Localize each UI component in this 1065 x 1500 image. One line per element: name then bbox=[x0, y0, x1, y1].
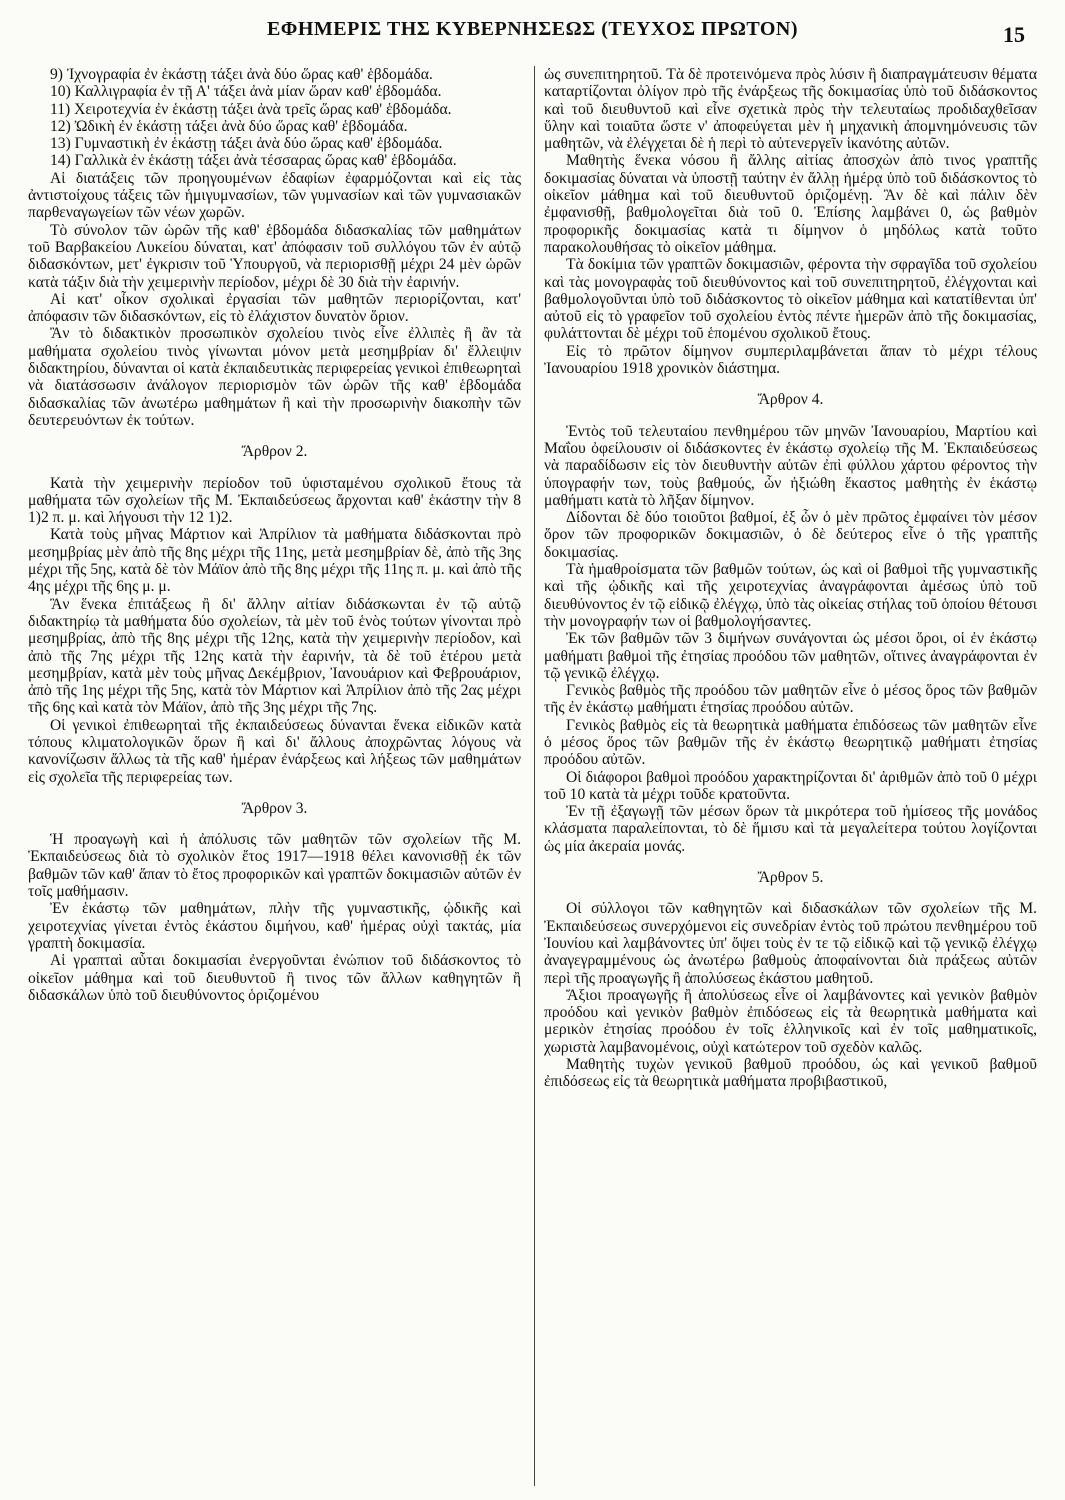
paragraph: Δίδονται δὲ δύο τοιοῦτοι βαθμοί, ἐξ ὧν ὁ μὲν πρῶτος ἐμφαίνει τὸν μέσον ὅρον τῶν προφορικῶν δοκιμασιῶν, ὁ δὲ δεύτερος εἶνε ὁ τῆς γραπτῆς δοκιμασίας. bbox=[544, 509, 1037, 561]
paragraph: Οἱ διάφοροι βαθμοὶ προόδου χαρακτηρίζονται δι' ἀριθμῶν ἀπὸ τοῦ 0 μέχρι τοῦ 10 κατὰ τὰ μέχρι τοῦδε κρατοῦντα. bbox=[544, 768, 1037, 803]
article-heading: Ἄρθρον 3. bbox=[241, 799, 308, 817]
right-column bbox=[544, 66, 1037, 1491]
paragraph: Ἡ προαγωγὴ καὶ ἡ ἀπόλυσις τῶν μαθητῶν τῶν σχολείων τῆς Μ. Ἐκπαιδεύσεως διὰ τὸ σχολικὸν ἔτος 1917—1918 θέλει κανονισθῇ ἐκ τῶν βαθμῶν τῶν καθ' ἅπαν τὸ ἔτος προφορικῶν καὶ γραπτῶν δοκιμασιῶν αὐτῶν ἐν τοῖς μαθήμασιν. bbox=[28, 831, 521, 901]
paragraph: Ἐντὸς τοῦ τελευταίου πενθημέρου τῶν μηνῶν Ἰανουαρίου, Μαρτίου καὶ Μαΐου ὀφείλουσιν οἱ διδάσκοντες ἐν ἑκάστῳ σχολείῳ τῆς Μ. Ἐκπαιδεύσεως νὰ παραδίδωσιν εἰς τὸν διευθυντὴν αὐτῶν ἐπὶ φύλλου χάρτου φέροντος τὴν ὑπογραφήν των, τοὺς βαθμούς, ὧν ἠξιώθη ἕκαστος μαθητὴς ἐν ἑκάστῳ μαθήματι κατὰ τὸ λῆξαν δίμηνον. bbox=[544, 422, 1037, 509]
paragraph: Αἱ κατ' οἶκον σχολικαὶ ἐργασίαι τῶν μαθητῶν περιορίζονται, κατ' ἀπόφασιν τῶν διδασκόντων, εἰς τὸ ἐλάχιστον δυνατὸν ὅριον. bbox=[28, 290, 521, 326]
paragraph: Μαθητὴς ἕνεκα νόσου ἢ ἄλλης αἰτίας ἀποσχὼν ἀπὸ τινος γραπτῆς δοκιμασίας δύναται νὰ ὑποστῇ ταύτην ἐν ἄλλῃ ἡμέρᾳ ὑπὸ τοῦ διδάσκοντος τὸ οἰκεῖον μάθημα καὶ τοῦ διευθυντοῦ ὁριζομένῃ. Ἂν δὲ καὶ πάλιν δὲν ἐμφανισθῇ, βαθμολογεῖται διὰ τοῦ 0. Ἐπίσης λαμβάνει 0, ὡς βαθμὸν προφορικῆς δοκιμασίας κατὰ τι δίμηνον ὁ μηδόλως κατὰ τοῦτο παρακολουθήσας τὸ οἰκεῖον μάθημα. bbox=[544, 152, 1037, 256]
list-item: 13) Γυμναστικὴ ἐν ἑκάστῃ τάξει ἀνὰ δύο ὥρας καθ' ἑβδομάδα. bbox=[50, 135, 443, 153]
paragraph: Γενικὸς βαθμὸς εἰς τὰ θεωρητικὰ μαθήματα ἐπιδόσεως τῶν μαθητῶν εἶνε ὁ μέσος ὅρος τῶν βαθμῶν τῆς ἐν ἑκάστῳ θεωρητικῷ μαθήματι ἐτησίας προόδου αὐτῶν. bbox=[544, 716, 1037, 769]
gazette-title: ΕΦΗΜΕΡΙΣ ΤΗΣ ΚΥΒΕΡΝΗΣΕΩΣ (ΤΕΥΧΟΣ ΠΡΩΤΟΝ) bbox=[266, 18, 799, 40]
page-header bbox=[40, 18, 1025, 52]
list-item: 11) Χειροτεχνία ἐν ἑκάστῃ τάξει ἀνὰ τρεῖς ὥρας καθ' ἑβδομάδα. bbox=[50, 100, 452, 118]
paragraph: Ἂν τὸ διδακτικὸν προσωπικὸν σχολείου τινὸς εἶνε ἐλλιπὲς ἢ ἂν τὰ μαθήματα σχολείου τινὸς γίνωνται μόνον μετὰ μεσημβρίαν δι' ἔλλειψιν διδακτηρίου, δύνανται οἱ κατὰ ἐκπαιδευτικὰς περιφερείας γενικοὶ ἐπιθεωρηταὶ νὰ διατάσσωσιν ἀνάλογον περιορισμὸν τῶν ὡρῶν τῆς καθ' ἑβδομάδα διδασκαλίας τῶν ἀνωτέρω μαθημάτων ἢ καὶ τὴν προσωρινὴν διακοπὴν τῶν δευτερευόντων ἐκ τούτων. bbox=[28, 325, 521, 429]
paragraph: Τὰ ἡμαθροίσματα τῶν βαθμῶν τούτων, ὡς καὶ οἱ βαθμοὶ τῆς γυμναστικῆς καὶ τῆς ᾠδικῆς καὶ τῆς χειροτεχνίας ἀναγράφονται ἀμέσως ὑπὸ τοῦ διευθύνοντος ἐν τῷ εἰδικῷ ἐλέγχῳ, ὑπὸ τὰς οἰκείας στήλας τοῦ ὁποίου θέτουσι τὴν μονογραφήν των οἱ βαθμολογήσαντες. bbox=[544, 561, 1037, 630]
paragraph: Ἐκ τῶν βαθμῶν τῶν 3 διμήνων συνάγονται ὡς μέσοι ὅροι, οἱ ἐν ἑκάστῳ μαθήματι βαθμοὶ τῆς ἐτησίας προόδου τῶν μαθητῶν, οἵτινες ἀναγράφονται ἐν τῷ γενικῷ ἐλέγχῳ. bbox=[544, 630, 1037, 682]
paragraph: Ἐν ἑκάστῳ τῶν μαθημάτων, πλὴν τῆς γυμναστικῆς, ᾠδικῆς καὶ χειροτεχνίας γίνεται ἐντὸς ἑκάστου διμήνου, καθ' ἡμέρας οὐχὶ τακτάς, μία γραπτὴ δοκιμασία. bbox=[28, 900, 521, 952]
article-heading: Ἄρθρον 4. bbox=[757, 391, 824, 409]
paragraph: Τὰ δοκίμια τῶν γραπτῶν δοκιμασιῶν, φέροντα τὴν σφραγῖδα τοῦ σχολείου καὶ τὰς μονογραφὰς τοῦ διευθύνοντος καὶ τοῦ συνεπιτηρητοῦ, ἐλέγχονται καὶ βαθμολογοῦνται ὑπὸ τοῦ διδάσκοντος τὸ οἰκεῖον μάθημα καὶ κατατίθενται ὑπ' αὐτοῦ εἰς τὸ γραφεῖον τοῦ σχολείου ἐντὸς πέντε ἡμερῶν ἀπὸ τῆς δοκιμασίας, φυλάττονται δὲ μέχρι τοῦ ἑπομένου σχολικοῦ ἔτους. bbox=[544, 256, 1037, 343]
left-column bbox=[28, 66, 521, 1491]
paragraph: Ἄξιοι προαγωγῆς ἢ ἀπολύσεως εἶνε οἱ λαμβάνοντες καὶ γενικὸν βαθμὸν προόδου καὶ γενικὸν βαθμὸν ἐπιδόσεως εἰς τὰ θεωρητικὰ μαθήματα καὶ μερικὸν ἐτησίας προόδου ἐν τοῖς ἑλληνικοῖς καὶ ἐν τοῖς μαθηματικοῖς, χωριστὰ λαμβανομένοις, οὐχὶ κατώτερον τοῦ σχεδὸν καλῶς. bbox=[544, 986, 1037, 1056]
paragraph: ὡς συνεπιτηρητοῦ. Τὰ δὲ προτεινόμενα πρὸς λύσιν ἢ διαπραγμάτευσιν θέματα καταρτίζονται ὀλίγον πρὸ τῆς ἐνάρξεως τῆς δοκιμασίας ὑπὸ τοῦ διδάσκοντος καὶ τοῦ διευθυντοῦ καὶ εἶνε σχετικὰ πρὸς τὴν τελευταίως προδιδαχθεῖσαν ὕλην καὶ τοιαῦτα ὥστε ν' ἀποφεύγεται μὲν ἡ μηχανικὴ ἀπομνημόνευσις τῶν μαθητῶν, νὰ ἐλέγχεται δὲ ἡ περὶ τὸ αὐτενεργεῖν ἱκανότης αὐτῶν. bbox=[544, 66, 1037, 153]
paragraph: Αἱ γραπταὶ αὗται δοκιμασίαι ἐνεργοῦνται ἐνώπιον τοῦ διδάσκοντος τὸ οἰκεῖον μάθημα καὶ τοῦ διευθυντοῦ ἢ τινος τῶν ἄλλων καθηγητῶν ἢ διδασκάλων ὑπὸ τοῦ διευθύνοντος ὁριζομένου bbox=[28, 952, 521, 1004]
paragraph: Τὸ σύνολον τῶν ὡρῶν τῆς καθ' ἑβδομάδα διδασκαλίας τῶν μαθημάτων τοῦ Βαρβακείου Λυκείου δύναται, κατ' ἀπόφασιν τοῦ συλλόγου τῶν ἐν αὐτῷ διδασκόντων, μετ' ἐγκρισιν τοῦ Ὑπουργοῦ, νὰ περιορισθῇ μέχρι 24 μὲν ὡρῶν κατὰ τάξιν διὰ τὴν χειμερινὴν περίοδον, μέχρι δὲ 30 διὰ τὴν ἐαρινήν. bbox=[28, 221, 521, 291]
paragraph: Οἱ σύλλογοι τῶν καθηγητῶν καὶ διδασκάλων τῶν σχολείων τῆς Μ. Ἐκπαιδεύσεως συνερχόμενοι εἰς συνεδρίαν ἐντὸς τοῦ πρώτου πενθημέρου τοῦ Ἰουνίου καὶ λαμβάνοντες ὑπ' ὄψει τοὺς ἐν τε τῷ εἰδικῷ καὶ τῷ γενικῷ ἐλέγχῳ ἀναγεγραμμένους ὡς ἀνωτέρω βαθμοὺς ἀποφαίνονται διὰ πράξεως αὐτῶν περὶ τῆς προαγωγῆς ἢ ἀπολύσεως ἑκάστου μαθητοῦ. bbox=[544, 900, 1037, 987]
paragraph: Εἰς τὸ πρῶτον δίμηνον συμπεριλαμβάνεται ἅπαν τὸ μέχρι τέλους Ἰανουαρίου 1918 χρονικὸν διάστημα. bbox=[544, 342, 1037, 378]
article-heading: Ἄρθρον 5. bbox=[757, 869, 824, 887]
page-number: 15 bbox=[1003, 22, 1025, 47]
paragraph: Μαθητὴς τυχὼν γενικοῦ βαθμοῦ προόδου, ὡς καὶ γενικοῦ βαθμοῦ ἐπιδόσεως εἰς τὰ θεωρητικὰ μαθήματα προβιβαστικοῦ, bbox=[544, 1056, 1037, 1091]
paragraph: Οἱ γενικοὶ ἐπιθεωρηταὶ τῆς ἐκπαιδεύσεως δύνανται ἕνεκα εἰδικῶν κατὰ τόπους κλιματολογικῶν ὅρων ἢ καὶ δι' ἄλλους ἀποχρῶντας λόγους νὰ κανονίζωσιν ἄλλως τὰ τῆς καθ' ἡμέραν ἐνάρξεως καὶ λήξεως τῶν μαθημάτων εἰς σχολεῖα τῆς περιφερείας των. bbox=[28, 716, 521, 786]
paragraph: Κατὰ τὴν χειμερινὴν περίοδον τοῦ ὑφισταμένου σχολικοῦ ἔτους τὰ μαθήματα τῶν σχολείων τῆς Μ. Ἐκπαιδεύσεως ἄρχονται καθ' ἑκάστην τὴν 8 1)2 π. μ. καὶ λήγουσι τὴν 12 1)2. bbox=[28, 474, 521, 527]
paragraph: Αἱ διατάξεις τῶν προηγουμένων ἐδαφίων ἐφαρμόζονται καὶ εἰς τὰς ἀντιστοίχους τάξεις τῶν ἡμιγυμνασίων, τῶν γυμνασίων καὶ τῶν γυμνασιακῶν παρθεναγωγείων τῶν νέων χωρῶν. bbox=[28, 169, 521, 222]
paragraph: Ἐν τῇ ἐξαγωγῇ τῶν μέσων ὅρων τὰ μικρότερα τοῦ ἡμίσεος τῆς μονάδος κλάσματα παραλείπονται, τὸ δὲ ἥμισυ καὶ τὰ μεγαλείτερα τούτου λογίζονται ὡς μία ἀκεραία μονάς. bbox=[544, 803, 1037, 855]
list-item: 14) Γαλλικὰ ἐν ἑκάστῃ τάξει ἀνὰ τέσσαρας ὥρας καθ' ἑβδομάδα. bbox=[50, 152, 457, 170]
list-item: 10) Καλλιγραφία ἐν τῇ Α' τάξει ἀνὰ μίαν ὥραν καθ' ἑβδομάδα. bbox=[50, 83, 442, 101]
paragraph: Κατὰ τοὺς μῆνας Μάρτιον καὶ Ἀπρίλιον τὰ μαθήματα διδάσκονται πρὸ μεσημβρίας μὲν ἀπὸ τῆς 8ης μέχρι τῆς 11ης, μετὰ μεσημβρίαν δὲ, ἀπὸ τῆς 3ης μέχρι τῆς 5ης, κατὰ δὲ τὸν Μάϊον ἀπὸ τῆς 8ης μέχρι τῆς 11ης π. μ. καὶ ἀπὸ τῆς 4ης μέχρι τῆς 6ης μ. μ. bbox=[28, 526, 521, 596]
list-item: 12) Ὠδικὴ ἐν ἑκάστῃ τάξει ἀνὰ δύο ὥρας καθ' ἑβδομάδα. bbox=[50, 117, 408, 135]
paragraph: Γενικὸς βαθμὸς τῆς προόδου τῶν μαθητῶν εἶνε ὁ μέσος ὅρος τῶν βαθμῶν τῆς ἐν ἑκάστῳ μαθήματι ἐτησίας προόδου αὐτῶν. bbox=[544, 682, 1037, 717]
paragraph: Ἂν ἕνεκα ἐπιτάξεως ἢ δι' ἄλλην αἰτίαν διδάσκωνται ἐν τῷ αὐτῷ διδακτηρίῳ τὰ μαθήματα δύο σχολείων, τὰ μὲν τοῦ ἑνὸς τούτων γίνονται πρὸ μεσημβρίας, ἀπὸ τῆς 8ης μέχρι τῆς 12ης, κατὰ τὴν χειμερινὴν περίοδον, καὶ ἀπὸ τῆς 7ης μέχρι τῆς 12ης κατὰ τὴν ἐαρινήν, τὰ δὲ τοῦ ἑτέρου μετὰ μεσημβρίαν, κατὰ μὲν τοὺς μῆνας Δεκέμβριον, Ἰανουάριον καὶ Φεβρουάριον, ἀπὸ τῆς 1ης μέχρι τῆς 5ης, κατὰ τὸν Μάρτιον καὶ Ἀπρίλιον ἀπὸ τῆς 2ας μέχρι τῆς 6ης καὶ κατὰ τὸν Μάϊον, ἀπὸ τῆς 3ης μέχρι τῆς 7ης. bbox=[28, 595, 521, 717]
list-item: 9) Ἰχνογραφία ἐν ἑκάστῃ τάξει ἀνὰ δύο ὥρας καθ' ἑβδομάδα. bbox=[50, 66, 433, 83]
column-divider bbox=[534, 66, 535, 1486]
article-heading: Ἄρθρον 2. bbox=[241, 443, 308, 461]
